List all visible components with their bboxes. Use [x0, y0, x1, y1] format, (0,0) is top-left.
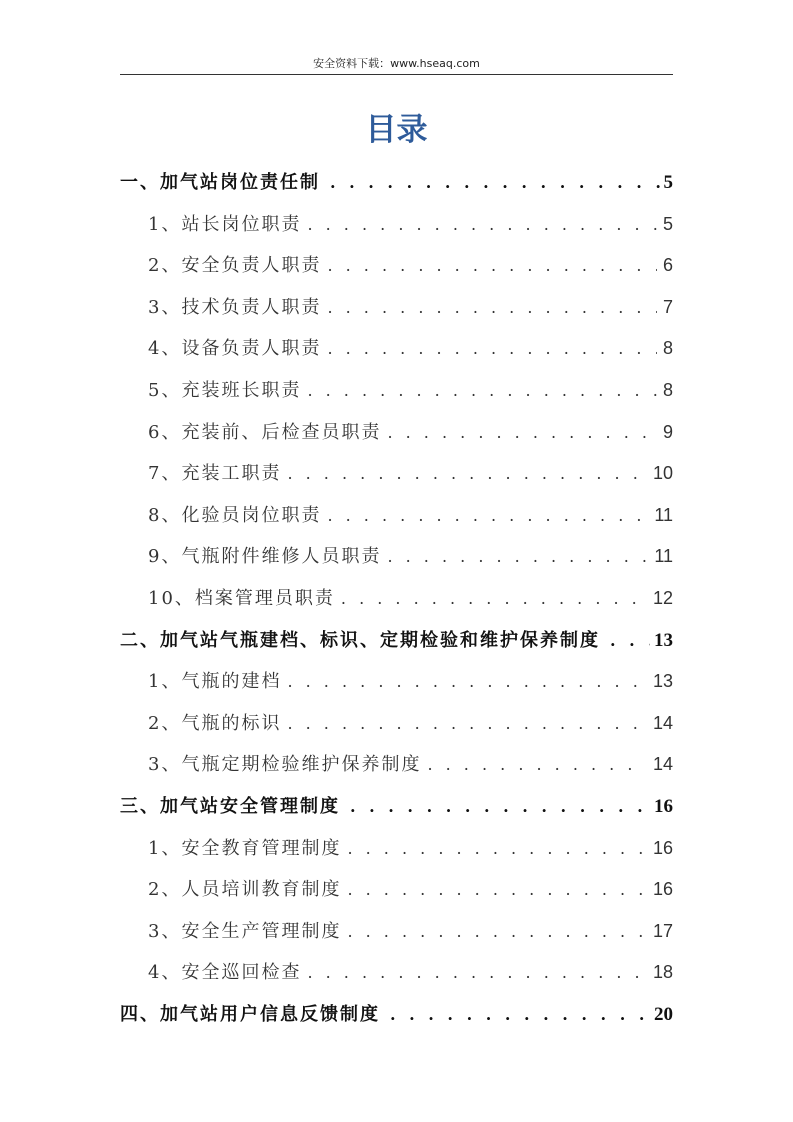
toc-subsection-entry[interactable]: [148, 334, 673, 362]
toc-page-number: 5: [662, 213, 673, 234]
toc-dot-leader: [347, 839, 647, 858]
toc-page-number: 17: [652, 920, 673, 941]
toc-page-number: 14: [652, 754, 673, 775]
toc-page-number: 6: [662, 255, 673, 276]
toc-subsection-entry[interactable]: [148, 667, 673, 695]
toc-entry-label: 2、气瓶的标识: [148, 712, 282, 734]
toc-page-number: 11: [654, 546, 673, 567]
toc-entry-label: 8、化验员岗位职责: [148, 504, 322, 526]
toc-page-number: 10: [652, 463, 673, 484]
toc-page-number: 13: [652, 671, 673, 692]
toc-section-entry[interactable]: [120, 168, 673, 196]
toc-subsection-entry[interactable]: [148, 418, 673, 446]
toc-subsection-entry[interactable]: [148, 293, 673, 321]
toc-dot-leader: [287, 464, 647, 483]
toc-subsection-entry[interactable]: [148, 210, 673, 238]
toc-dot-leader: [330, 173, 660, 192]
toc-subsection-entry[interactable]: [148, 542, 673, 570]
toc-section-entry[interactable]: [120, 626, 673, 654]
toc-entry-label: 四、加气站用户信息反馈制度: [120, 1004, 380, 1025]
toc-entry-label: 9、气瓶附件维修人员职责: [148, 546, 382, 568]
toc-subsection-entry[interactable]: [148, 251, 673, 279]
toc-dot-leader: [347, 880, 647, 899]
toc-subsection-entry[interactable]: [148, 459, 673, 487]
toc-subsection-entry[interactable]: [148, 376, 673, 404]
toc-entry-label: 1、气瓶的建档: [148, 671, 282, 693]
toc-dot-leader: [341, 589, 647, 608]
toc-page-number: 8: [662, 338, 673, 359]
toc-dot-leader: [387, 547, 648, 566]
toc-page-number: 18: [652, 962, 673, 983]
toc-dot-leader: [390, 1005, 650, 1024]
toc-subsection-entry[interactable]: [148, 501, 673, 529]
toc-dot-leader: [350, 797, 650, 816]
toc-subsection-entry[interactable]: [148, 875, 673, 903]
toc-subsection-entry[interactable]: [148, 584, 673, 612]
toc-entry-label: 3、技术负责人职责: [148, 296, 322, 318]
toc-page-number: 12: [652, 588, 673, 608]
toc-dot-leader: [610, 631, 650, 650]
toc-dot-leader: [347, 922, 647, 941]
toc-page-number: 16: [654, 796, 673, 817]
toc-subsection-entry[interactable]: [148, 917, 673, 945]
toc-dot-leader: [427, 755, 647, 774]
toc-page-number: 16: [652, 837, 673, 858]
toc-entry-label: 7、充装工职责: [148, 463, 282, 485]
toc-dot-leader: [307, 381, 657, 400]
toc-entry-label: 5、充装班长职责: [148, 380, 302, 401]
toc-page-number: 13: [654, 629, 673, 651]
toc-entry-label: 一、加气站岗位责任制: [120, 172, 320, 193]
toc-page-number: 5: [663, 172, 673, 193]
page-title: 目录: [365, 112, 428, 148]
toc-page-number: 14: [652, 712, 673, 733]
toc-page-number: 11: [654, 504, 673, 525]
toc-entry-label: 2、安全负责人职责: [148, 255, 322, 277]
toc-section-entry[interactable]: [120, 1000, 673, 1028]
toc-page-number: 16: [652, 879, 673, 900]
toc-entry-label: 3、安全生产管理制度: [148, 920, 342, 942]
toc-entry-label: 4、设备负责人职责: [148, 338, 322, 360]
toc-entry-label: 10、档案管理员职责: [148, 588, 335, 609]
toc-dot-leader: [327, 298, 657, 317]
toc-subsection-entry[interactable]: [148, 834, 673, 862]
toc-entry-label: 6、充装前、后检查员职责: [148, 421, 382, 443]
toc-dot-leader: [327, 256, 657, 275]
toc-dot-leader: [287, 672, 647, 691]
header-text: 安全资料下载：www.hseaq.com: [313, 57, 480, 70]
toc-page-number: 20: [654, 1004, 673, 1025]
toc-entry-label: 3、气瓶定期检验维护保养制度: [148, 754, 422, 776]
toc-page-number: 7: [662, 296, 673, 317]
toc-page-number: 9: [662, 421, 673, 442]
toc-dot-leader: [327, 339, 657, 358]
toc-subsection-entry[interactable]: [148, 709, 673, 737]
toc-entry-label: 三、加气站安全管理制度: [120, 796, 340, 817]
toc-entry-label: 1、站长岗位职责: [148, 213, 302, 235]
toc-entry-label: 二、加气站气瓶建档、标识、定期检验和维护保养制度: [120, 629, 600, 651]
toc-dot-leader: [307, 963, 647, 982]
toc-dot-leader: [327, 506, 648, 525]
toc-entry-label: 1、安全教育管理制度: [148, 837, 342, 859]
toc-dot-leader: [387, 423, 657, 442]
toc-dot-leader: [307, 215, 657, 234]
toc-entry-label: 2、人员培训教育制度: [148, 879, 342, 901]
toc-entry-label: 4、安全巡回检查: [148, 962, 302, 984]
toc-page-number: 8: [662, 380, 673, 400]
toc-section-entry[interactable]: [120, 792, 673, 820]
toc-subsection-entry[interactable]: [148, 750, 673, 778]
toc-dot-leader: [287, 714, 647, 733]
toc-subsection-entry[interactable]: [148, 958, 673, 986]
